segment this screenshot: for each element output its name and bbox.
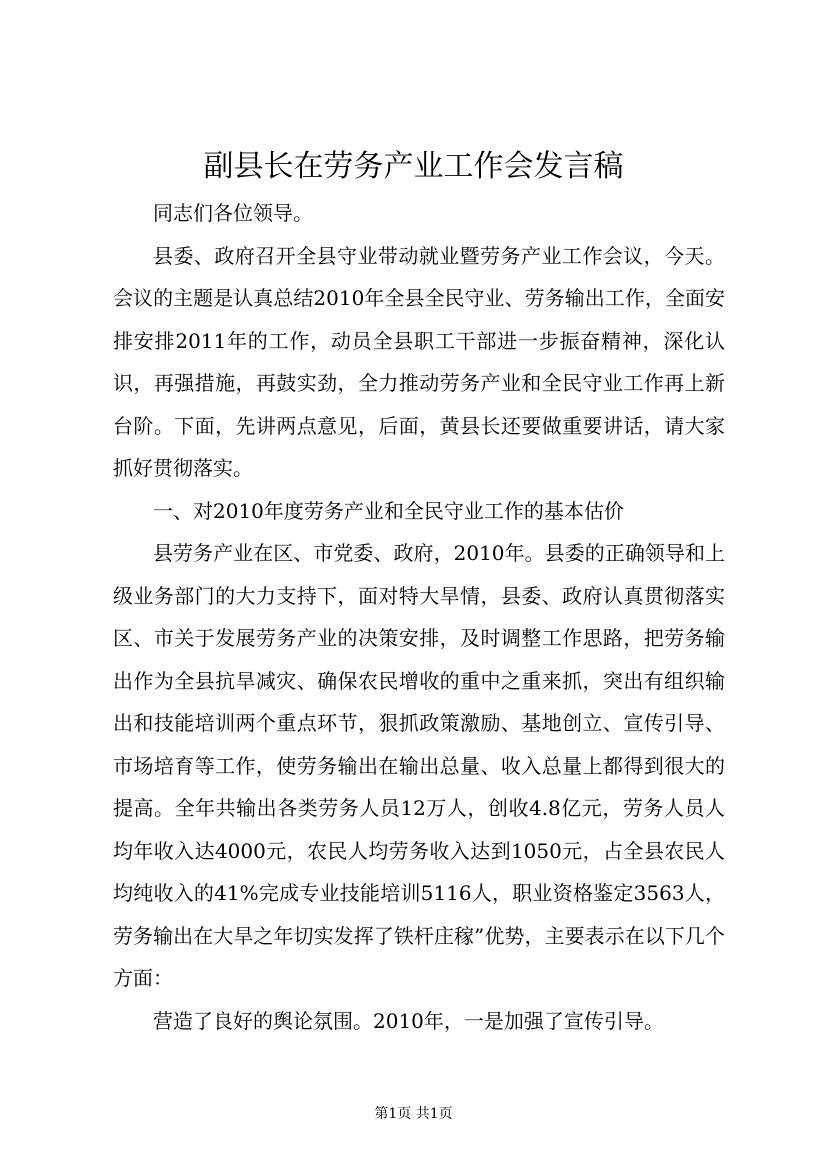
paragraph-intro: 县委、政府召开全县守业带动就业暨劳务产业工作会议，今天。会议的主题是认真总结2010年全县全民守业、劳务输出工作，全面安排安排2011年的工作，动员全县职工干部进一步振奋精神，深化认识，再强措施，再鼓实劲，全力推动劳务产业和全民守业工作再上新台阶。下面，先讲两点意见，后面，黄县长还要做重要讲话，请大家抓好贯彻落实。 [113, 243, 725, 480]
paragraph-review: 县劳务产业在区、市党委、政府，2010年。县委的正确领导和上级业务部门的大力支持下，面对特大旱情，县委、政府认真贯彻落实区、市关于发展劳务产业的决策安排，及时调整工作思路，把劳务输出作为全县抗旱减灾、确保农民增收的重中之重来抓，突出有组织输出和技能培训两个重点环节，狠抓政策激励、基地创立、宣传引导、市场培育等工作，使劳务输出在输出总量、收入总量上都得到很大的提高。全年共输出各类劳务人员12万人，创收4.8亿元，劳务人员人均年收入达4000元，农民人均劳务收入达到1050元，占全县农民人均纯收入的41%完成专业技能培训5116人，职业资格鉴定3563人，劳务输出在大旱之年切实发挥了铁杆庄稼”优势，主要表示在以下几个方面： [113, 541, 725, 990]
paragraph-publicity: 营造了良好的舆论氛围。2010年，一是加强了宣传引导。 [153, 1008, 664, 1033]
section-heading-1: 一、对2010年度劳务产业和全民守业工作的基本估价 [153, 498, 624, 523]
paragraph-greeting: 同志们各位领导。 [153, 201, 313, 225]
document-body [113, 192, 725, 1042]
document-title: 副县长在劳务产业工作会发言稿 [203, 149, 624, 184]
page-footer: 第1页 共1页 [374, 1106, 453, 1122]
